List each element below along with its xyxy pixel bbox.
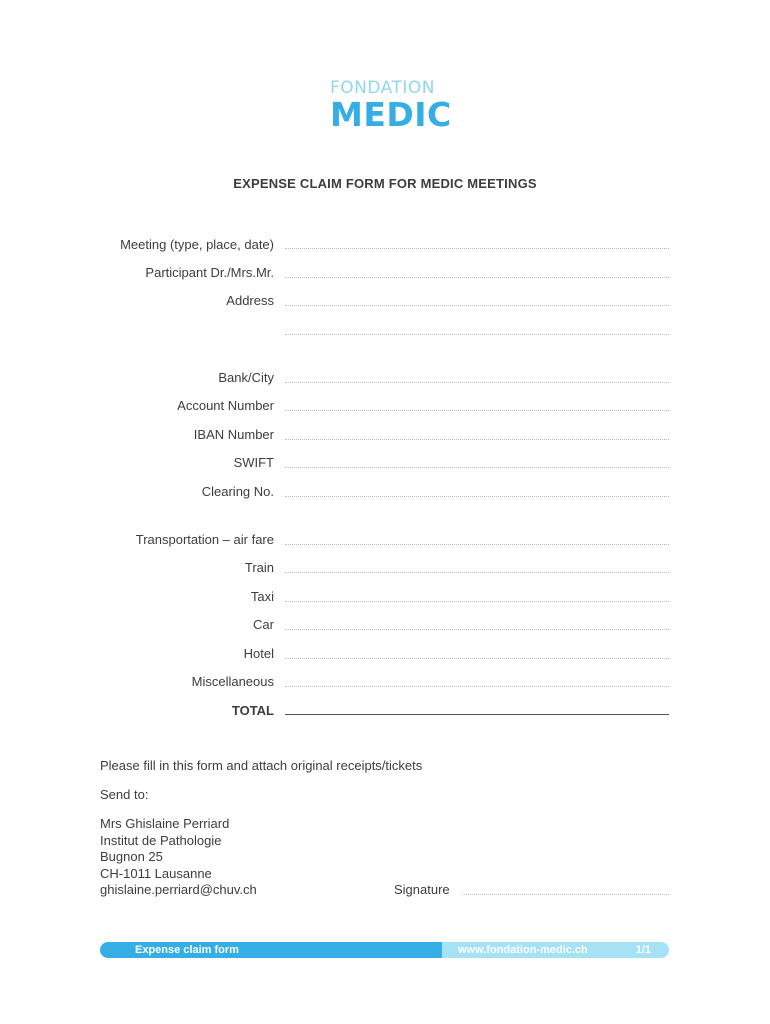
total-field[interactable] [285, 714, 669, 715]
swift-field[interactable] [285, 467, 669, 468]
clearing-number-label: Clearing No. [201, 484, 274, 499]
footer-form-name: Expense claim form [100, 942, 442, 958]
account-number-field[interactable] [285, 410, 669, 411]
car-label: Car [253, 617, 274, 632]
recipient-name: Mrs Ghislaine Perriard [100, 816, 230, 831]
recipient-address [100, 816, 257, 899]
signature-field[interactable] [462, 894, 669, 895]
participant-label: Participant Dr./Mrs.Mr. [145, 265, 274, 280]
footer-page-number: 1/1 [635, 944, 651, 956]
address-label: Address [226, 293, 274, 308]
car-field[interactable] [285, 629, 669, 630]
recipient-street: Bugnon 25 [100, 849, 163, 864]
logo-medic-text: MEDIC [330, 95, 452, 134]
participant-field[interactable] [285, 277, 669, 278]
bank-city-field[interactable] [285, 382, 669, 383]
hotel-label: Hotel [243, 646, 274, 661]
meeting-label: Meeting (type, place, date) [120, 237, 274, 252]
swift-label: SWIFT [233, 455, 274, 470]
iban-field[interactable] [285, 439, 669, 440]
logo-fondation-text: FONDATION [330, 78, 435, 98]
hotel-field[interactable] [285, 658, 669, 659]
iban-label: IBAN Number [193, 427, 274, 442]
bank-city-label: Bank/City [218, 370, 274, 385]
form-title: EXPENSE CLAIM FORM FOR MEDIC MEETINGS [233, 176, 537, 191]
instructions-text: Please fill in this form and attach original receipts/tickets [100, 758, 423, 773]
miscellaneous-label: Miscellaneous [191, 674, 274, 689]
taxi-label: Taxi [250, 589, 274, 604]
address-field-line-1[interactable] [285, 305, 669, 306]
page-footer [100, 942, 669, 958]
miscellaneous-field[interactable] [285, 686, 669, 687]
meeting-field[interactable] [285, 248, 669, 249]
recipient-email: ghislaine.perriard@chuv.ch [100, 882, 257, 897]
signature-label: Signature [394, 882, 450, 897]
account-number-label: Account Number [177, 398, 274, 413]
total-label: TOTAL [231, 703, 274, 718]
fondation-medic-logo [330, 78, 452, 134]
footer-right-band [442, 942, 669, 958]
train-field[interactable] [285, 572, 669, 573]
air-fare-label: Transportation – air fare [135, 532, 274, 547]
recipient-institute: Institut de Pathologie [100, 832, 222, 848]
clearing-number-field[interactable] [285, 496, 669, 497]
recipient-city: CH-1011 Lausanne [100, 865, 212, 881]
footer-website: www.fondation-medic.ch [458, 944, 588, 956]
air-fare-field[interactable] [285, 544, 669, 545]
taxi-field[interactable] [285, 601, 669, 602]
send-to-label: Send to: [100, 787, 149, 802]
train-label: Train [244, 560, 274, 575]
address-field-line-2[interactable] [285, 334, 669, 335]
